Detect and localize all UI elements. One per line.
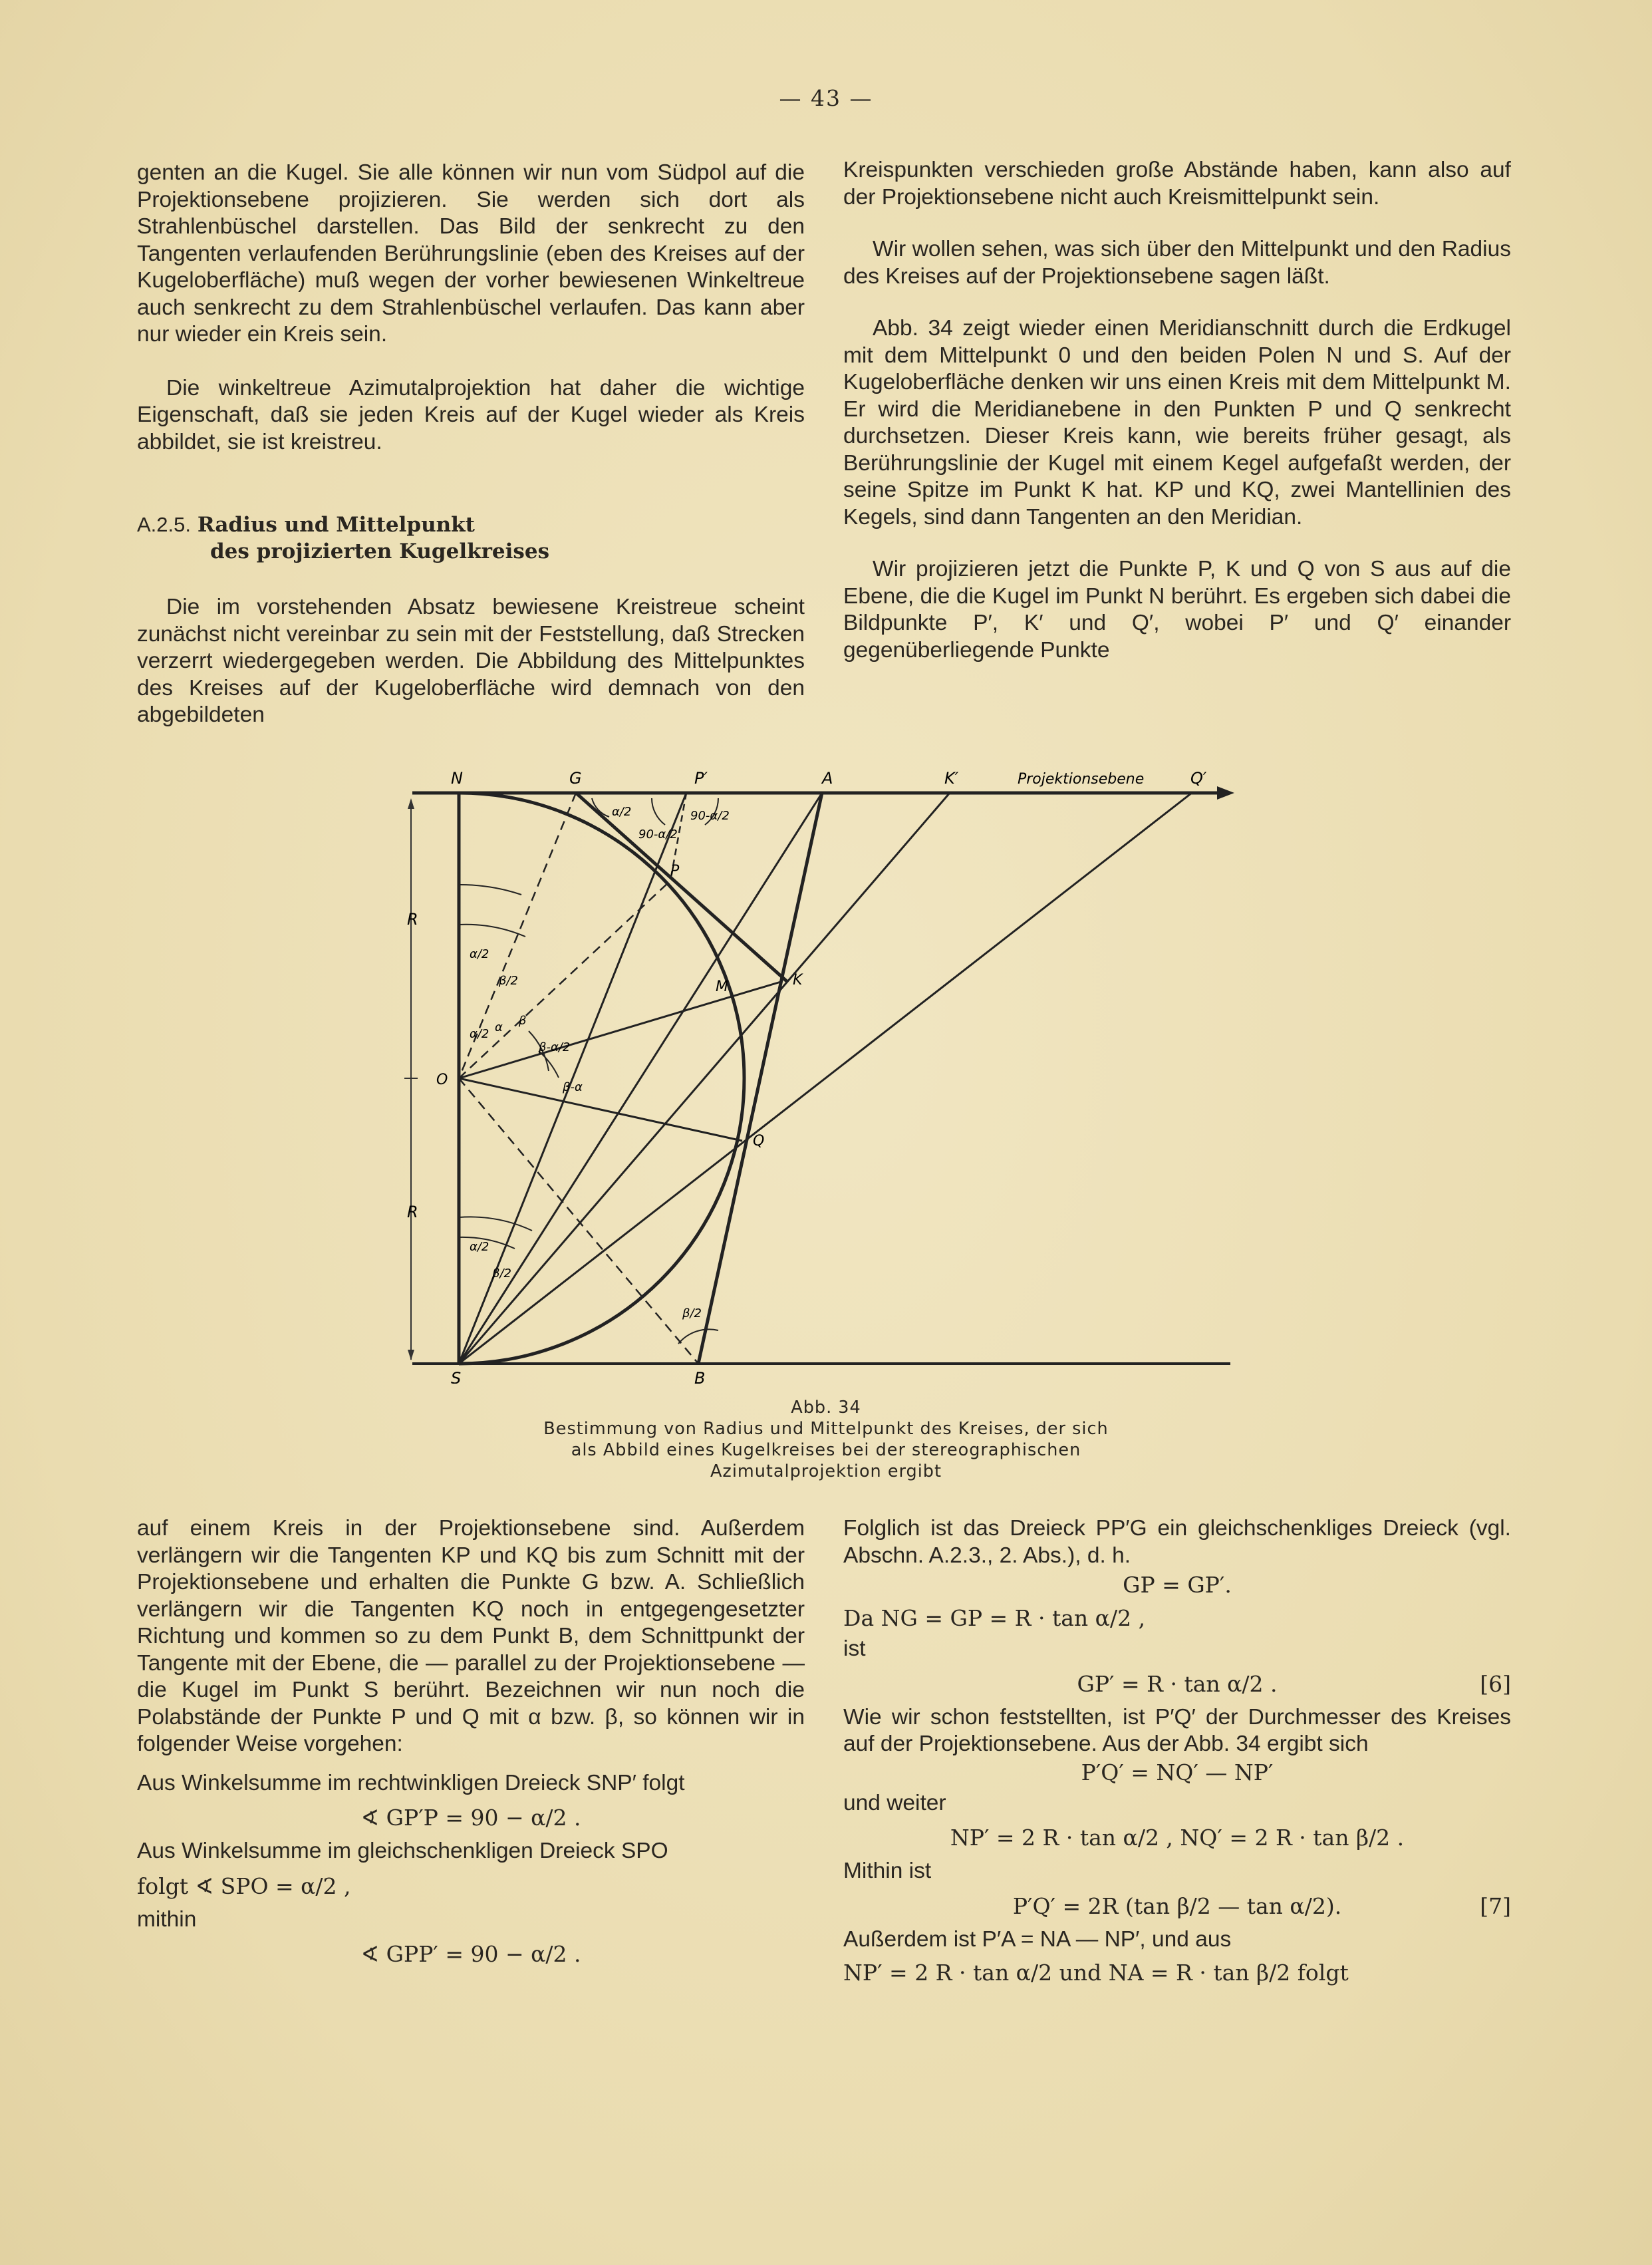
section-title-line2: des projizierten Kugelkreises xyxy=(210,539,550,563)
equation: NP′ = 2 R · tan α/2 und NA = R · tan β/2 folgt xyxy=(843,1960,1349,1986)
label-P: P xyxy=(670,863,680,879)
paragraph: Aus Winkelsumme im rechtwinkligen Dreieck SNP′ folgt xyxy=(137,1770,685,1795)
equation: Da NG = GP = R · tan α/2 , xyxy=(843,1605,1146,1631)
arrow-head xyxy=(1217,786,1234,800)
label-N: N xyxy=(451,769,463,788)
section-heading xyxy=(137,512,805,565)
label-O: O xyxy=(436,1072,448,1088)
caption-line: Azimutalprojektion ergibt xyxy=(710,1461,942,1481)
angle-label: β/2 xyxy=(492,1267,512,1281)
right-column-bottom xyxy=(843,1515,1511,1994)
paragraph: ist xyxy=(843,1636,866,1661)
line-O-K xyxy=(459,982,781,1078)
paragraph: Abb. 34 zeigt wieder einen Meridianschnitt durch die Erdkugel mit dem Mittelpunkt 0 und den beiden Polen N und S. Auf der Kugeloberfläche denken wir uns einen Kreis mit dem Mittelpunkt M. Er wird die Meridianebene in den Punkten P und Q senkrecht durchsetzen. Dieser Kreis kann, wie bereits früher gesagt, als Berührungslinie der Kugel mit einem Kegel aufgefaßt werden, der seine Spitze im Punkt K hat. KP und KQ, zwei Mantellinien des Kegels, sind dann Tangenten an den Meridian. xyxy=(843,316,1511,529)
left-column-bottom xyxy=(137,1515,805,1974)
ray-S-Qprime xyxy=(459,793,1192,1364)
paragraph: mithin xyxy=(137,1906,197,1932)
paragraph: Außerdem ist P′A = NA — NP′, und aus xyxy=(843,1926,1232,1952)
ray-S-Kprime xyxy=(459,793,950,1364)
label-plane: Projektionsebene xyxy=(1018,771,1145,788)
angle-label: β xyxy=(519,1014,527,1028)
angle-label: 90-α/2 xyxy=(638,828,678,841)
angle-label: β-α xyxy=(563,1080,583,1094)
angle-label: β-α/2 xyxy=(539,1040,571,1054)
equation: P′Q′ = 2R (tan β/2 — tan α/2). [7] xyxy=(1012,1892,1511,1919)
paragraph: auf einem Kreis in der Projektionsebene sind. Außerdem verlängern wir die Tangenten KP und KQ bis zum Schnitt mit der Projektionsebene und erhalten die Punkte G bzw. A. Schließlich verlängern wir die Tangenten KQ noch in entgegengesetzter Richtung und kommen so zu dem Punkt B, dem Schnittpunkt der Tangente mit der Ebene, die — parallel zu der Projektionsebene — die Kugel im Punkt S berührt. Bezeichnen wir nun noch die Polabstände der Punkte P und Q mit α bzw. β, so können wir in folgender Weise vorgehen: xyxy=(137,1516,805,1756)
label-G: G xyxy=(569,769,582,788)
paragraph: genten an die Kugel. Sie alle können wir nun vom Südpol auf die Projektionsebene projizieren. Sie werden sich dort als Strahlenbüschel darstellen. Das Bild der senkrecht zu den Tangenten verlaufenden Berührungslinie (eben des Kreises auf der Kugeloberfläche) muß wegen der vorher bewiesenen Winkeltreue auch senkrecht zu dem Strahlenbüschel verlaufen. Das kann aber nur wieder ein Kreis sein. xyxy=(137,160,805,347)
angle-label: α/2 xyxy=(470,1027,489,1041)
paragraph: Aus Winkelsumme im gleichschenkligen Dreieck SPO xyxy=(137,1839,668,1863)
equation: NP′ = 2 R · tan α/2 , NQ′ = 2 R · tan β/2 . xyxy=(950,1825,1405,1851)
figure-caption xyxy=(412,1397,1240,1482)
tangent-KQ xyxy=(698,793,822,1364)
equation-number: [7] xyxy=(1480,1892,1511,1919)
angle-label: β/2 xyxy=(682,1306,702,1320)
paragraph: Die im vorstehenden Absatz bewiesene Kreistreue scheint zunächst nicht vereinbar zu sein mit der Feststellung, daß Strecken verzerrt wiedergegeben werden. Die Abbildung des Mittelpunktes des Kreises auf der Kugeloberfläche wird demnach von den abgebildeten xyxy=(137,595,805,727)
line-A-S xyxy=(459,793,822,1364)
label-R-bottom: R xyxy=(407,1203,418,1221)
angle-label: α/2 xyxy=(470,947,489,961)
angle-label: 90-α/2 xyxy=(690,809,730,823)
paragraph: und weiter xyxy=(843,1790,946,1815)
angle-label: α/2 xyxy=(470,1240,489,1254)
paragraph: Folglich ist das Dreieck PP′G ein gleichschenkliges Dreieck (vgl. Abschn. A.2.3., 2. Abs.), d. h. xyxy=(843,1516,1511,1568)
paragraph: Wir projizieren jetzt die Punkte P, K und Q von S aus auf die Ebene, die die Kugel im Punkt N berührt. Es ergeben sich dabei die Bildpunkte P′, K′ und Q′, wobei P′ und Q′ einander gegenüberliegende Punkte xyxy=(843,557,1511,663)
label-R-top: R xyxy=(407,910,418,929)
equation: GP = GP′. xyxy=(1123,1572,1232,1598)
label-B: B xyxy=(694,1369,706,1384)
label-K: K xyxy=(793,972,803,988)
angle-label: β/2 xyxy=(499,974,519,988)
label-A: A xyxy=(822,769,833,788)
equation: P′Q′ = NQ′ — NP′ xyxy=(1081,1759,1274,1785)
page-number: — 43 — xyxy=(779,85,873,111)
label-Q: Q xyxy=(753,1133,765,1149)
right-column-top xyxy=(843,157,1511,664)
paragraph: Wir wollen sehen, was sich über den Mittelpunkt und den Radius des Kreises auf der Projektionsebene sagen läßt. xyxy=(843,237,1511,289)
paragraph: Mithin ist xyxy=(843,1859,932,1883)
equation-number: [6] xyxy=(1480,1670,1511,1697)
equation: folgt ∢ SPO = α/2 , xyxy=(137,1873,351,1899)
paragraph: Kreispunkten verschieden große Abstände haben, kann also auf der Projektionsebene nicht auch Kreismittelpunkt sein. xyxy=(843,158,1511,210)
section-number: A.2.5. xyxy=(137,513,191,536)
line-O-Q xyxy=(459,1078,742,1141)
caption-line: als Abbild eines Kugelkreises bei der stereographischen xyxy=(571,1440,1081,1460)
section-title-line1: Radius und Mittelpunkt xyxy=(197,513,475,537)
angle-label: α/2 xyxy=(612,805,632,819)
equation: ∢ GP′P = 90 − α/2 . xyxy=(360,1805,581,1831)
label-Qprime: Q′ xyxy=(1190,769,1207,788)
equation: ∢ GPP′ = 90 − α/2 . xyxy=(360,1941,581,1967)
left-column-top xyxy=(137,160,805,729)
label-Kprime: K′ xyxy=(944,769,959,788)
paragraph: Wie wir schon feststellten, ist P′Q′ der Durchmesser des Kreises auf der Projektionsebene. Aus der Abb. 34 ergibt sich xyxy=(843,1704,1511,1756)
label-S: S xyxy=(451,1369,462,1384)
caption-title: Abb. 34 xyxy=(791,1398,861,1418)
equation: GP′ = R · tan α/2 . [6] xyxy=(1077,1670,1511,1697)
figure-abb-34 xyxy=(372,758,1250,1384)
label-M: M xyxy=(716,979,728,995)
label-Pprime: P′ xyxy=(694,769,708,788)
caption-line: Bestimmung von Radius und Mittelpunkt des Kreises, der sich xyxy=(543,1419,1109,1439)
angle-label: α xyxy=(495,1020,503,1034)
paragraph: Die winkeltreue Azimutalprojektion hat daher die wichtige Eigenschaft, daß sie jeden Kreis auf der Kugel wieder als Kreis abbildet, sie ist kreistreu. xyxy=(137,375,805,454)
